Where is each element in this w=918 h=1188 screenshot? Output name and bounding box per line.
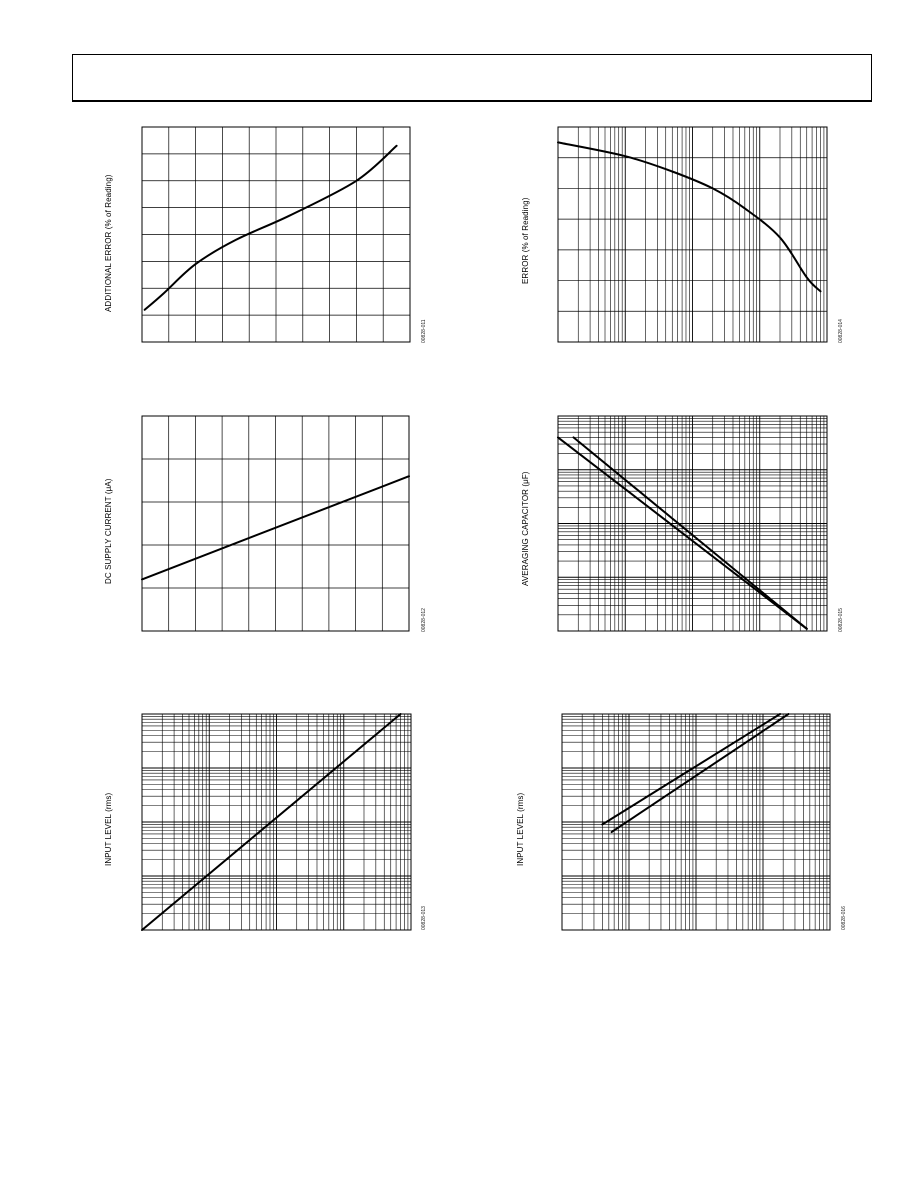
chart-4-ylabel: AVERAGING CAPACITOR (μF) (521, 471, 530, 586)
chart-6-plot (562, 714, 830, 930)
chart-4-plot (558, 416, 827, 631)
chart-5-figure-id: 00828-013 (421, 906, 427, 930)
chart-5-ylabel: INPUT LEVEL (rms) (104, 792, 113, 866)
chart-1-figure-id: 00828-011 (421, 319, 427, 343)
chart-3-ylabel: DC SUPPLY CURRENT (μA) (104, 478, 113, 584)
chart-2-plot (558, 127, 827, 342)
chart-6-ylabel: INPUT LEVEL (rms) (516, 792, 525, 866)
chart-2-figure-id: 00828-014 (838, 319, 844, 343)
chart-4-figure-id: 00828-015 (838, 608, 844, 632)
chart-3-plot (142, 416, 409, 631)
series-line-1 (558, 437, 807, 628)
chart-1-ylabel: ADDITIONAL ERROR (% of Reading) (104, 174, 113, 312)
series-line-2 (574, 437, 807, 628)
chart-2-ylabel: ERROR (% of Reading) (521, 197, 530, 284)
chart-1-plot (142, 127, 410, 342)
chart-3-figure-id: 00828-012 (421, 608, 427, 632)
chart-5-plot (142, 714, 411, 930)
page-header-box (72, 54, 872, 102)
series-line-1 (145, 146, 397, 310)
chart-6-figure-id: 00828-016 (841, 906, 847, 930)
